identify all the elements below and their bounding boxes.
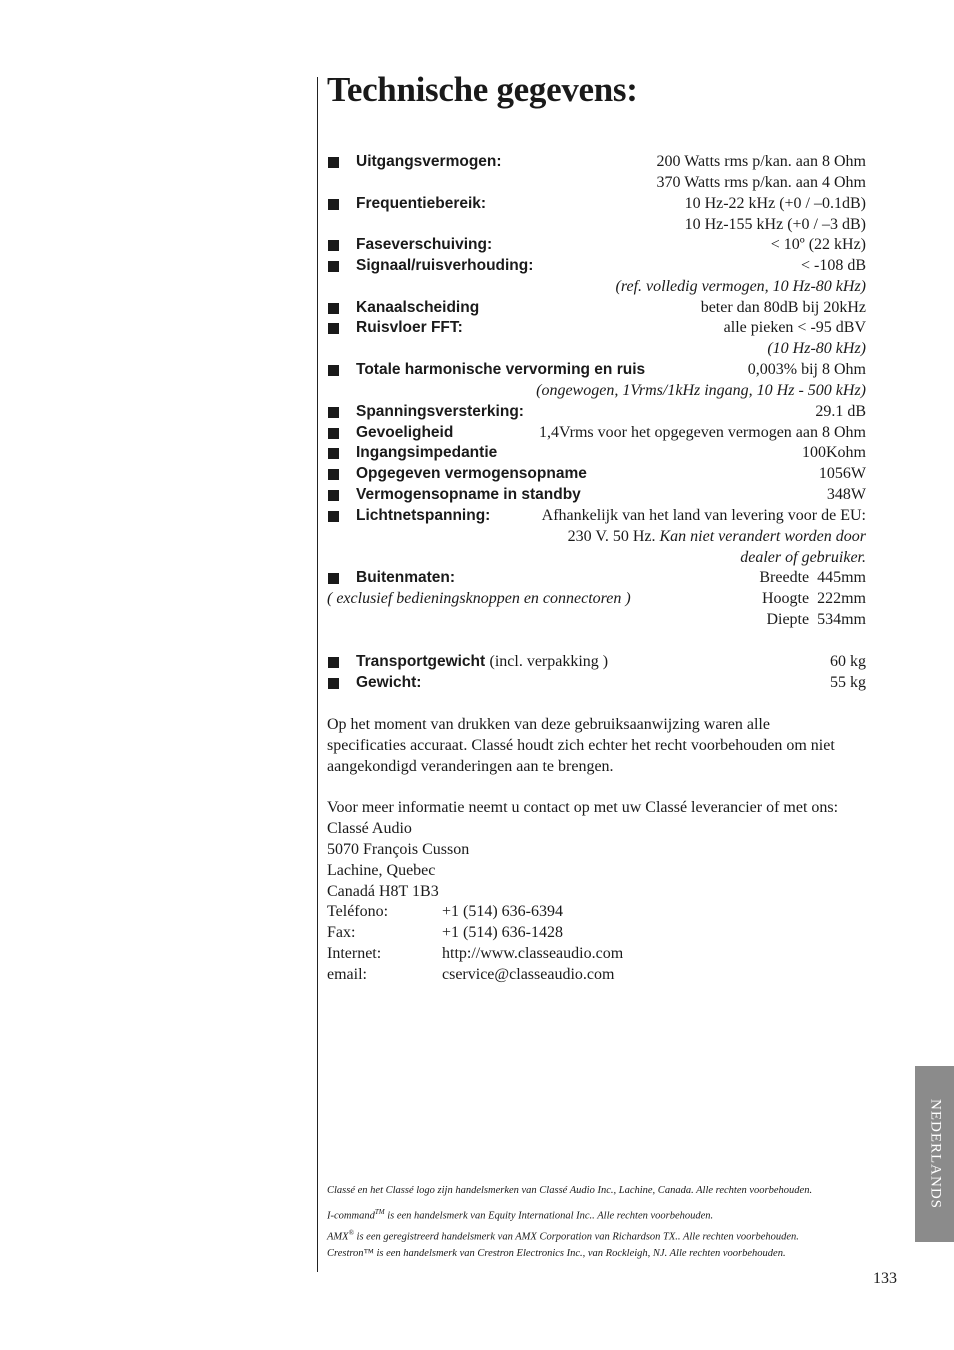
spec-input-impedance [327, 443, 866, 463]
bullet-square-icon [328, 199, 339, 210]
spec-standby-consumption [327, 485, 866, 505]
dimension-height [762, 589, 866, 609]
spec-label: Gewicht: [356, 674, 422, 691]
spec-value: 1,4Vrms voor het opgegeven vermogen aan 8 Ohm [539, 424, 866, 441]
spec-label: Spanningsversterking: [356, 403, 524, 420]
bullet-square-icon [328, 448, 339, 459]
dimension-depth [766, 610, 866, 630]
dimension-width [759, 568, 866, 588]
spec-value: 370 Watts rms p/kan. aan 4 Ohm [656, 174, 866, 191]
spec-label: Uitgangsvermogen: [356, 153, 502, 170]
spec-label: Totale harmonische vervorming en ruis [356, 361, 646, 378]
spec-value: 100Kohm [802, 444, 866, 461]
spec-value: 0,003% bij 8 Ohm [747, 361, 866, 378]
bullet-square-icon [328, 365, 339, 376]
spec-value: Afhankelijk van het land van levering voor de EU: [541, 507, 866, 524]
spec-label-text: Transportgewicht [356, 653, 486, 670]
spec-label: Buitenmaten: [356, 569, 456, 586]
contact-intro: Voor meer informatie neemt u contact op met uw Classé leverancier of met ons: [327, 799, 839, 816]
spec-value: 60 kg [830, 653, 866, 670]
spec-note: (ref. volledig vermogen, 10 Hz-80 kHz) [615, 278, 866, 295]
spec-value: 10 Hz-155 kHz (+0 / –3 dB) [684, 216, 866, 233]
spec-label: Gevoeligheid [356, 424, 454, 441]
spec-shipping-weight [327, 652, 866, 672]
spec-value: 10 Hz-22 kHz (+0 / –0.1dB) [684, 195, 866, 212]
spec-snr-note [327, 277, 866, 297]
contact-fax: +1 (514) 636-1428 [442, 924, 564, 941]
contact-email-label: email: [327, 966, 367, 983]
disclaimer-line: specificaties accuraat. Classé houdt zich echter het recht voorbehouden om niet [327, 737, 835, 754]
trademark-brand: AMX [327, 1231, 349, 1243]
spec-value: 29.1 dB [815, 403, 866, 420]
margin-rule [317, 77, 318, 1272]
voltage-text: 230 V. 50 Hz. [567, 528, 656, 545]
bullet-square-icon [328, 490, 339, 501]
spec-mains-voltage-cont [327, 527, 866, 547]
spec-label: Ruisvloer FFT: [356, 319, 463, 336]
contact-city: Lachine, Quebec [327, 862, 436, 879]
spec-thd [327, 360, 866, 380]
bullet-square-icon [328, 428, 339, 439]
spec-label: Kanaalscheiding [356, 299, 480, 316]
spec-value: alle pieken < -95 dBV [723, 319, 866, 336]
spec-output-power-cont [327, 173, 866, 193]
trademark-line: Classé en het Classé logo zijn handelsmerken van Classé Audio Inc., Lachine, Canada. Alle rechten voorbehouden. [327, 1185, 813, 1196]
dimension-key: Breedte [759, 569, 810, 586]
spec-dimensions-cont2 [327, 610, 866, 630]
disclaimer-line: Op het moment van drukken van deze gebruiksaanwijzing waren alle [327, 716, 770, 733]
spec-note: (10 Hz-80 kHz) [767, 340, 866, 357]
spec-dimensions [327, 568, 866, 588]
spec-value: 200 Watts rms p/kan. aan 8 Ohm [656, 153, 866, 170]
spec-channel-separation [327, 298, 866, 318]
trademark-text: is een handelsmerk van Equity International Inc.. Alle rechten voorbehouden. [384, 1210, 714, 1222]
spec-frequency-range-cont [327, 215, 866, 235]
disclaimer-line: aangekondigd veranderingen aan te brengen. [327, 758, 614, 775]
trademark-text: is een geregistreerd handelsmerk van AMX Corporation van Richardson TX.. Alle rechten voorbehouden. [353, 1231, 799, 1243]
contact-street: 5070 François Cusson [327, 841, 470, 858]
voltage-note: dealer of gebruiker. [740, 549, 866, 566]
trademark-brand: I-command [327, 1210, 375, 1222]
disclaimer-paragraph [327, 714, 835, 777]
spec-weight [327, 673, 866, 693]
bullet-square-icon [328, 407, 339, 418]
spec-label: Faseverschuiving: [356, 236, 493, 253]
contact-company: Classé Audio [327, 820, 412, 837]
spec-label: Frequentiebereik: [356, 195, 487, 212]
bullet-square-icon [328, 157, 339, 168]
dimension-key: Diepte [766, 611, 810, 628]
page-number: 133 [873, 1270, 897, 1287]
dimension-value: 534mm [817, 611, 866, 628]
bullet-square-icon [328, 657, 339, 668]
spec-snr [327, 256, 866, 276]
spec-mains-voltage [327, 506, 866, 526]
contact-email-link[interactable]: cservice@classeaudio.com [442, 966, 615, 983]
spec-value: 1056W [818, 465, 866, 482]
bullet-square-icon [328, 303, 339, 314]
bullet-square-icon [328, 511, 339, 522]
spec-value: beter dan 80dB bij 20kHz [700, 299, 866, 316]
page-title: Technische gegevens: [327, 70, 638, 109]
trademark-line [327, 1205, 713, 1224]
spec-value: 55 kg [830, 674, 866, 691]
registered-symbol: ® [348, 1229, 354, 1237]
trademark-line [327, 1226, 799, 1245]
contact-fax-label: Fax: [327, 924, 356, 941]
voltage-note: Kan niet verandert worden door [659, 528, 866, 545]
trademark-line: Crestron™ is een handelsmerk van Crestron Electronics Inc., van Rockleigh, NJ. Alle rechten voorbehouden. [327, 1248, 786, 1259]
bullet-square-icon [328, 678, 339, 689]
bullet-square-icon [328, 573, 339, 584]
spec-mains-voltage-cont2 [327, 548, 866, 568]
spec-note: (ongewogen, 1Vrms/1kHz ingang, 10 Hz - 500 kHz) [536, 382, 866, 399]
spec-output-power [327, 152, 866, 172]
bullet-square-icon [328, 240, 339, 251]
spec-noise-floor-note [327, 339, 866, 359]
spec-label: Opgegeven vermogensopname [356, 465, 587, 482]
spec-note: ( exclusief bedieningsknoppen en connectoren ) [327, 590, 631, 607]
dimension-value: 445mm [817, 569, 866, 586]
spec-thd-note [327, 381, 866, 401]
spec-sensitivity [327, 423, 866, 443]
contact-phone: +1 (514) 636-6394 [442, 903, 564, 920]
spec-value: < 10º (22 kHz) [770, 236, 866, 253]
spec-phase-shift [327, 235, 866, 255]
bullet-square-icon [328, 323, 339, 334]
spec-label-suffix: (incl. verpakking ) [489, 653, 609, 670]
spec-voltage-gain [327, 402, 866, 422]
language-tab [915, 1066, 954, 1242]
contact-phone-label: Teléfono: [327, 903, 389, 920]
contact-country: Canadá H8T 1B3 [327, 883, 439, 900]
dimension-key: Hoogte [762, 590, 810, 607]
spec-value: < -108 dB [800, 257, 866, 274]
bullet-square-icon [328, 469, 339, 480]
spec-value [568, 527, 866, 547]
spec-label: Lichtnetspanning: [356, 507, 491, 524]
dimension-value: 222mm [817, 590, 866, 607]
language-tab-label: NEDERLANDS [927, 1099, 943, 1209]
spec-label: Signaal/ruisverhouding: [356, 257, 534, 274]
spec-label: Vermogensopname in standby [356, 486, 581, 503]
trademark-symbol: TM [374, 1208, 385, 1216]
spec-rated-consumption [327, 464, 866, 484]
spec-frequency-range [327, 194, 866, 214]
bullet-square-icon [328, 261, 339, 272]
contact-internet-label: Internet: [327, 945, 382, 962]
spec-label [356, 652, 608, 672]
spec-label: Ingangsimpedantie [356, 444, 498, 461]
spec-dimensions-cont [327, 589, 866, 609]
spec-value: 348W [826, 486, 866, 503]
contact-block [327, 797, 838, 902]
contact-website-link[interactable]: http://www.classeaudio.com [442, 945, 624, 962]
spec-noise-floor [327, 318, 866, 338]
